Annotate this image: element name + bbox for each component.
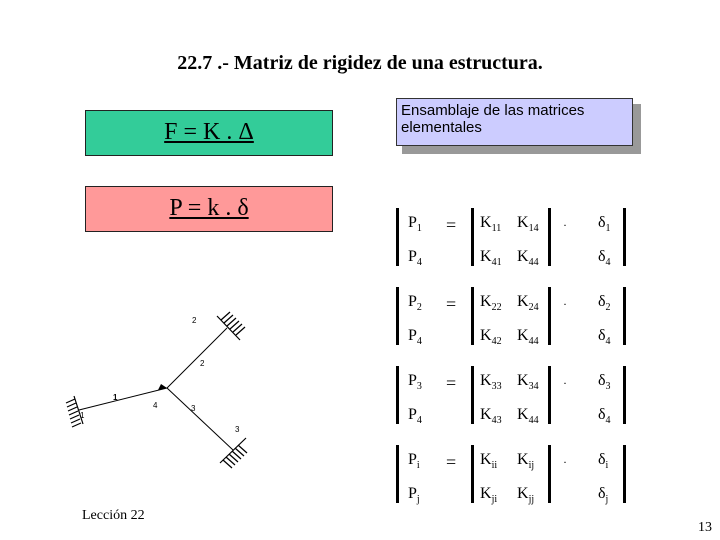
force-cell bbox=[408, 327, 422, 347]
global-equation: F = K . Δ bbox=[164, 119, 254, 145]
matrix-bracket bbox=[471, 366, 474, 424]
multiply-dot: · bbox=[563, 376, 567, 390]
stiffness-cell bbox=[517, 214, 539, 234]
stiffness-cell-index: ii bbox=[491, 460, 498, 472]
displacement-cell bbox=[598, 372, 611, 392]
displacement-cell bbox=[598, 406, 611, 426]
stiffness-cell-symbol: K bbox=[480, 451, 492, 468]
node-label-1: 1 bbox=[80, 411, 85, 420]
stiffness-cell-index: 34 bbox=[528, 381, 539, 393]
matrix-bracket bbox=[471, 287, 474, 345]
stiffness-cell bbox=[517, 372, 539, 392]
displacement-cell-symbol: δ bbox=[598, 293, 606, 310]
stiffness-cell-index: 22 bbox=[491, 302, 502, 314]
matrix-bracket bbox=[548, 445, 551, 503]
displacement-cell-symbol: δ bbox=[598, 372, 606, 389]
force-cell-index: 4 bbox=[416, 336, 422, 348]
stiffness-cell bbox=[480, 485, 497, 505]
stiffness-cell bbox=[480, 293, 502, 313]
stiffness-cell bbox=[480, 406, 502, 426]
node-label-4: 4 bbox=[153, 401, 158, 410]
displacement-cell-index: j bbox=[605, 494, 609, 506]
force-cell-symbol: P bbox=[408, 372, 417, 389]
matrix-bracket bbox=[396, 445, 399, 503]
structure-diagram bbox=[60, 300, 260, 475]
displacement-cell-index: 2 bbox=[605, 302, 611, 314]
stiffness-cell bbox=[480, 372, 502, 392]
node-label-3: 3 bbox=[235, 425, 240, 434]
displacement-cell-index: 4 bbox=[605, 257, 611, 269]
matrix-bracket bbox=[396, 366, 399, 424]
stiffness-cell-symbol: K bbox=[517, 451, 529, 468]
equals-sign: = bbox=[446, 452, 457, 472]
stiffness-cell bbox=[517, 327, 539, 347]
local-equation-box bbox=[85, 186, 333, 232]
stiffness-cell-index: ji bbox=[491, 494, 498, 506]
matrix-bracket bbox=[623, 366, 626, 424]
matrix-bracket bbox=[471, 445, 474, 503]
stiffness-cell bbox=[517, 406, 539, 426]
global-equation-box bbox=[85, 110, 333, 156]
stiffness-cell-symbol: K bbox=[517, 485, 529, 502]
force-cell-index: 3 bbox=[416, 381, 422, 393]
member-2 bbox=[167, 328, 227, 388]
stiffness-cell-index: 43 bbox=[491, 415, 502, 427]
force-cell-index: 2 bbox=[416, 302, 422, 314]
stiffness-cell bbox=[480, 327, 502, 347]
displacement-cell-index: 3 bbox=[605, 381, 611, 393]
multiply-dot: · bbox=[563, 218, 567, 232]
matrix-block bbox=[380, 445, 640, 507]
stiffness-cell-index: 42 bbox=[491, 336, 502, 348]
displacement-cell-symbol: δ bbox=[598, 214, 606, 231]
stiffness-cell-index: 24 bbox=[528, 302, 539, 314]
force-cell-symbol: P bbox=[408, 214, 417, 231]
force-cell-index: 1 bbox=[416, 223, 422, 235]
stiffness-cell bbox=[517, 485, 534, 505]
force-cell-index: i bbox=[416, 460, 420, 472]
stiffness-cell-symbol: K bbox=[480, 293, 492, 310]
stiffness-cell-index: 44 bbox=[528, 257, 539, 269]
displacement-cell-index: i bbox=[605, 460, 609, 472]
stiffness-cell-symbol: K bbox=[517, 327, 529, 344]
stiffness-cell bbox=[517, 451, 534, 471]
displacement-cell-index: 1 bbox=[605, 223, 611, 235]
stiffness-cell-symbol: K bbox=[517, 293, 529, 310]
stiffness-cell bbox=[480, 248, 502, 268]
force-cell bbox=[408, 451, 420, 471]
equals-sign: = bbox=[446, 215, 457, 235]
matrix-block bbox=[380, 287, 640, 349]
stiffness-cell-symbol: K bbox=[480, 372, 492, 389]
force-cell bbox=[408, 214, 422, 234]
matrix-bracket bbox=[623, 208, 626, 266]
stiffness-cell-symbol: K bbox=[517, 372, 529, 389]
member-label-3: 3 bbox=[191, 404, 196, 413]
stiffness-cell-index: ij bbox=[528, 460, 535, 472]
stiffness-cell-symbol: K bbox=[517, 248, 529, 265]
force-cell-index: 4 bbox=[416, 415, 422, 427]
displacement-cell-symbol: δ bbox=[598, 451, 606, 468]
assembly-label: Ensamblaje de las matrices elementales bbox=[396, 98, 633, 146]
matrix-bracket bbox=[548, 287, 551, 345]
matrix-bracket bbox=[396, 287, 399, 345]
matrix-bracket bbox=[548, 208, 551, 266]
stiffness-cell-symbol: K bbox=[480, 406, 492, 423]
lesson-label: Lección 22 bbox=[82, 508, 145, 523]
displacement-cell-symbol: δ bbox=[598, 248, 606, 265]
displacement-cell-symbol: δ bbox=[598, 327, 606, 344]
displacement-cell-symbol: δ bbox=[598, 406, 606, 423]
multiply-dot: · bbox=[563, 297, 567, 311]
page-number: 13 bbox=[698, 520, 712, 535]
force-cell bbox=[408, 406, 422, 426]
force-cell-symbol: P bbox=[408, 485, 417, 502]
stiffness-cell-symbol: K bbox=[517, 214, 529, 231]
displacement-cell bbox=[598, 214, 611, 234]
equals-sign: = bbox=[446, 373, 457, 393]
displacement-cell bbox=[598, 293, 611, 313]
force-cell bbox=[408, 485, 420, 505]
multiply-dot: · bbox=[563, 455, 567, 469]
stiffness-cell-index: 44 bbox=[528, 415, 539, 427]
stiffness-cell bbox=[517, 248, 539, 268]
force-cell-symbol: P bbox=[408, 327, 417, 344]
stiffness-cell bbox=[480, 451, 497, 471]
support-3 bbox=[220, 438, 247, 468]
displacement-cell bbox=[598, 485, 608, 505]
stiffness-cell-symbol: K bbox=[480, 214, 492, 231]
force-cell bbox=[408, 248, 422, 268]
force-cell bbox=[408, 293, 422, 313]
stiffness-cell-index: 14 bbox=[528, 223, 539, 235]
displacement-cell bbox=[598, 248, 611, 268]
matrix-bracket bbox=[471, 208, 474, 266]
stiffness-cell-index: 11 bbox=[491, 223, 502, 235]
stiffness-cell-index: 44 bbox=[528, 336, 539, 348]
stiffness-cell-index: 41 bbox=[491, 257, 502, 269]
displacement-cell bbox=[598, 451, 608, 471]
stiffness-cell bbox=[480, 214, 501, 234]
equals-sign: = bbox=[446, 294, 457, 314]
matrix-bracket bbox=[548, 366, 551, 424]
force-cell-symbol: P bbox=[408, 293, 417, 310]
displacement-cell bbox=[598, 327, 611, 347]
displacement-cell-index: 4 bbox=[605, 415, 611, 427]
force-cell-symbol: P bbox=[408, 248, 417, 265]
displacement-cell-symbol: δ bbox=[598, 485, 606, 502]
stiffness-cell-symbol: K bbox=[480, 248, 492, 265]
force-cell-index: j bbox=[416, 494, 420, 506]
support-2 bbox=[217, 312, 245, 340]
member-3 bbox=[167, 388, 233, 450]
displacement-cell-index: 4 bbox=[605, 336, 611, 348]
local-equation: P = k . δ bbox=[169, 195, 249, 221]
stiffness-cell bbox=[517, 293, 539, 313]
matrix-block bbox=[380, 208, 640, 270]
force-cell-index: 4 bbox=[416, 257, 422, 269]
stiffness-cell-index: 33 bbox=[491, 381, 502, 393]
matrix-bracket bbox=[623, 287, 626, 345]
force-cell bbox=[408, 372, 422, 392]
slide-title: 22.7 .- Matriz de rigidez de una estructura. bbox=[177, 52, 543, 74]
matrix-block bbox=[380, 366, 640, 428]
matrix-bracket bbox=[623, 445, 626, 503]
force-cell-symbol: P bbox=[408, 406, 417, 423]
stiffness-cell-symbol: K bbox=[480, 485, 492, 502]
stiffness-cell-symbol: K bbox=[517, 406, 529, 423]
stiffness-cell-index: jj bbox=[528, 494, 535, 506]
force-cell-symbol: P bbox=[408, 451, 417, 468]
node-label-2: 2 bbox=[192, 316, 197, 325]
matrix-bracket bbox=[396, 208, 399, 266]
stiffness-cell-symbol: K bbox=[480, 327, 492, 344]
member-label-1: 1 bbox=[113, 393, 118, 402]
member-label-2: 2 bbox=[200, 359, 205, 368]
